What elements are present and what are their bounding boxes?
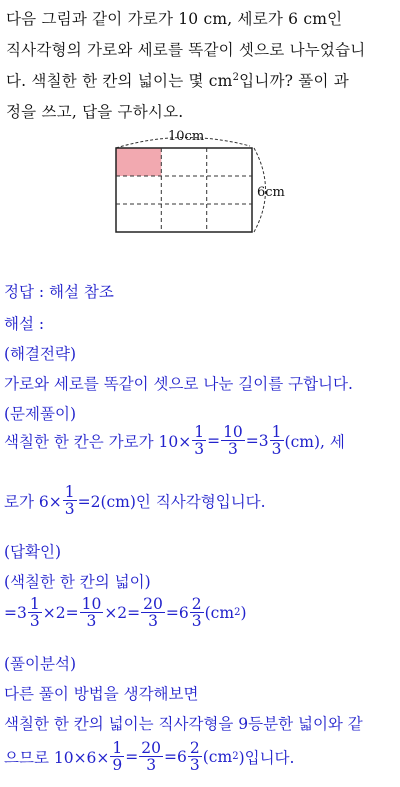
fraction-denominator: 3 <box>148 612 158 631</box>
area-heading: (색칠한 한 칸의 넓이) <box>4 573 151 591</box>
times-two: ×2= <box>104 603 141 622</box>
solve2-tail: =2(cm)인 직사각형입니다. <box>77 492 266 511</box>
equals: = <box>125 747 139 766</box>
solve2-text: 로가 6× <box>4 492 62 511</box>
fraction-denominator: 3 <box>194 440 205 459</box>
fraction <box>80 596 104 630</box>
fraction-numerator: 20 <box>141 739 162 757</box>
unit-open: (cm <box>202 747 233 766</box>
fraction-numerator: 1 <box>194 423 205 441</box>
fraction <box>28 596 42 630</box>
fraction-denominator: 3 <box>227 440 238 459</box>
strategy-text: 가로와 세로를 똑같이 셋으로 나눈 길이를 구합니다. <box>4 375 353 393</box>
fraction-denominator: 9 <box>112 756 123 775</box>
equals: = <box>207 431 221 450</box>
fraction <box>110 740 124 774</box>
fraction-numerator: 2 <box>191 595 202 613</box>
check-heading: (답확인) <box>4 543 62 561</box>
other-method-text: 다른 풀이 방법을 생각해보면 <box>4 685 199 703</box>
question-line-3-text: 다. 색칠한 한 칸의 넓이는 몇 cm <box>6 72 233 90</box>
equals-whole: =3 <box>245 431 269 450</box>
ninth-area-text: 색칠한 한 칸의 넓이는 직사각형을 9등분한 넓이와 같 <box>4 715 363 733</box>
fraction-denominator: 3 <box>29 612 40 631</box>
fraction-numerator: 1 <box>29 595 40 613</box>
fraction-numerator: 1 <box>271 423 282 441</box>
fraction-denominator: 3 <box>189 756 200 775</box>
strategy-heading: (해결전략) <box>4 345 76 363</box>
question-line-3-tail: 입니까? 풀이 과 <box>239 72 349 90</box>
times-two: ×2= <box>42 603 79 622</box>
explanation-label: 해설 : <box>4 315 45 333</box>
fraction-denominator: 3 <box>86 612 97 631</box>
question-text <box>6 4 398 128</box>
height-label: 6cm <box>257 185 285 200</box>
equals-whole: =6 <box>164 747 187 766</box>
question-line-4: 정을 쓰고, 답을 구하시오. <box>6 103 184 121</box>
solve1-tail: (cm), 세 <box>284 432 345 451</box>
fraction <box>190 596 204 630</box>
fraction <box>221 424 245 458</box>
fraction-numerator: 20 <box>143 595 163 613</box>
rectangle-figure <box>112 130 312 244</box>
last-tail: )입니다. <box>238 748 295 767</box>
fraction-denominator: 3 <box>146 756 157 775</box>
fraction <box>139 740 163 774</box>
area-line: =3 $\frac{1}{3}$ ×2= $\frac{10}{3}$ ×2= $\frac{20}{3}$ =6 $\frac{2}{3}$ (cm 2 ) <box>4 595 247 631</box>
fraction <box>270 424 284 458</box>
width-label: 10cm <box>168 130 205 144</box>
solve1-text: 색칠한 한 칸은 가로가 10× <box>4 432 192 451</box>
solve-line-1 <box>4 424 345 458</box>
solve-line-2 <box>4 484 266 518</box>
fraction <box>63 484 77 518</box>
fraction <box>188 740 202 774</box>
shaded-cell <box>116 148 161 176</box>
equals-whole: =6 <box>165 603 189 622</box>
fraction-denominator: 3 <box>271 440 282 459</box>
fraction-numerator: 2 <box>189 739 200 757</box>
answer-line: 정답 : 해설 참조 <box>4 283 114 301</box>
area-prefix: =3 <box>4 603 27 622</box>
unit-close: ) <box>240 603 247 622</box>
analysis-heading: (풀이분석) <box>4 655 76 673</box>
question-line-2: 직사각형의 가로와 세로를 똑같이 셋으로 나누었습니 <box>6 41 366 59</box>
fraction-numerator: 10 <box>81 595 102 613</box>
unit-open: (cm <box>204 603 235 622</box>
last-line: 으므로 10×6× $\frac{1}{9}$ = $\frac{20}{3}$ =6 $\frac{2}{3}$ (cm 2 )입니다. <box>4 739 295 775</box>
last-prefix: 으므로 10×6× <box>4 748 110 767</box>
solve-heading: (문제풀이) <box>4 405 76 423</box>
fraction-denominator: 3 <box>191 612 202 631</box>
fraction-numerator: 1 <box>64 483 75 501</box>
fraction-numerator: 10 <box>223 423 243 441</box>
fraction <box>141 596 165 630</box>
rectangle-diagram <box>112 130 312 240</box>
square-exponent: 2 <box>232 72 240 83</box>
question-line-3 <box>6 66 398 97</box>
fraction-denominator: 3 <box>64 500 75 519</box>
question-line-1: 다음 그림과 같이 가로가 10 cm, 세로가 6 cm인 <box>6 10 343 28</box>
fraction-numerator: 1 <box>112 739 123 757</box>
fraction <box>192 424 206 458</box>
